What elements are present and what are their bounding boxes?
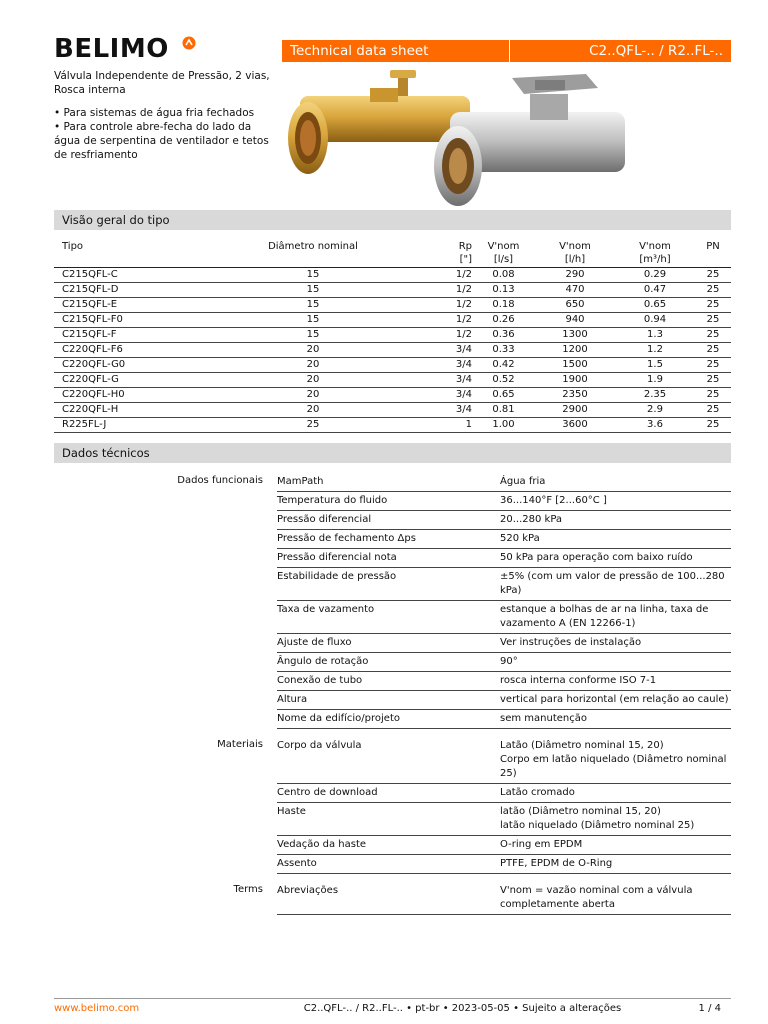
tech-row-value: estanque a bolhas de ar na linha, taxa de vazamento A (EN 12266-1)	[500, 604, 709, 629]
footer-page-number: 1 / 4	[698, 1003, 721, 1014]
table-cell: 15	[204, 328, 422, 343]
tech-row-key: Centro de download	[277, 787, 378, 798]
table-row	[54, 313, 731, 328]
tech-row-value: 90°	[500, 656, 518, 667]
table-cell: 1/2	[422, 283, 472, 298]
table-cell: 3/4	[422, 343, 472, 358]
tech-row-key: Vedação da haste	[277, 839, 367, 850]
table-cell: 1300	[535, 328, 615, 343]
table-cell: C220QFL-G0	[54, 358, 204, 373]
tech-row-key: Assento	[277, 858, 317, 869]
table-cell: 290	[535, 268, 615, 283]
table-cell: 2900	[535, 403, 615, 418]
header-bar-title: Technical data sheet	[282, 40, 510, 62]
column-header-unit	[62, 253, 204, 266]
table-cell: C215QFL-C	[54, 268, 204, 283]
table-cell: 25	[695, 388, 731, 403]
section-technical-data: Dados técnicos	[54, 443, 731, 463]
table-row	[54, 328, 731, 343]
tech-row-key: Taxa de vazamento	[277, 604, 375, 615]
tech-row	[277, 634, 731, 653]
table-cell: 0.08	[472, 268, 535, 283]
table-cell: 25	[695, 328, 731, 343]
table-cell: R225FL-J	[54, 418, 204, 433]
product-subtitle: Válvula Independente de Pressão, 2 vias, Rosca interna	[54, 70, 270, 96]
tech-group-label: Materiais	[217, 739, 263, 750]
column-header-unit: [l/h]	[564, 254, 586, 265]
logo-mark-icon	[182, 36, 196, 50]
column-header-unit: [l/s]	[493, 254, 514, 265]
type-overview-table	[54, 240, 731, 433]
table-cell: 20	[204, 403, 422, 418]
tech-row	[277, 530, 731, 549]
tech-row	[277, 473, 731, 492]
table-cell: 20	[204, 343, 422, 358]
tech-row-value: 50 kPa para operação com baixo ruído	[500, 552, 693, 563]
tech-row	[277, 737, 731, 784]
column-header-label: PN	[706, 241, 720, 252]
column-header-label: Diâmetro nominal	[268, 241, 358, 252]
tech-row	[277, 549, 731, 568]
feature-bullets	[54, 106, 279, 162]
table-cell: 0.65	[615, 298, 695, 313]
tech-group	[54, 473, 731, 729]
tech-row-value: ±5% (com um valor de pressão de 100...280 kPa)	[500, 571, 725, 596]
table-cell: 1/2	[422, 313, 472, 328]
type-table-column-header	[54, 240, 204, 268]
tech-row-key: Abreviações	[277, 885, 339, 896]
tech-row	[277, 710, 731, 729]
table-row	[54, 283, 731, 298]
tech-row-key: MamPath	[277, 476, 324, 487]
tech-row-key: Pressão de fechamento Δps	[277, 533, 416, 544]
tech-row-value: sem manutenção	[500, 713, 587, 724]
tech-row-value: Ver instruções de instalação	[500, 637, 642, 648]
table-cell: 3/4	[422, 388, 472, 403]
table-cell: 2350	[535, 388, 615, 403]
table-cell: 3600	[535, 418, 615, 433]
tech-row-key: Haste	[277, 806, 306, 817]
tech-row	[277, 882, 731, 915]
table-cell: 1500	[535, 358, 615, 373]
tech-row-value: O-ring em EPDM	[500, 839, 583, 850]
type-table-column-header	[422, 240, 472, 268]
type-table-column-header	[695, 240, 731, 268]
table-cell: 470	[535, 283, 615, 298]
table-cell: 25	[695, 358, 731, 373]
column-header-label: V'nom	[639, 241, 671, 252]
table-cell: C215QFL-D	[54, 283, 204, 298]
table-cell: 1	[422, 418, 472, 433]
footer-document-info: C2..QFL-.. / R2..FL-.. • pt-br • 2023-05-05 • Sujeito a alterações	[303, 1003, 622, 1014]
tech-row-value: 36...140°F [2...60°C ]	[500, 495, 607, 506]
tech-row-value: latão (Diâmetro nominal 15, 20) latão niquelado (Diâmetro nominal 25)	[500, 806, 695, 831]
table-cell: 0.65	[472, 388, 535, 403]
table-cell: 3/4	[422, 403, 472, 418]
table-cell: 25	[695, 343, 731, 358]
table-row	[54, 418, 731, 433]
table-cell: 15	[204, 298, 422, 313]
footer	[54, 1003, 731, 1014]
table-cell: 25	[695, 418, 731, 433]
tech-row-key: Pressão diferencial nota	[277, 552, 397, 563]
tech-row-value: Latão cromado	[500, 787, 575, 798]
technical-data-list	[54, 473, 731, 915]
tech-row	[277, 836, 731, 855]
tech-row	[277, 511, 731, 530]
table-cell: C220QFL-H0	[54, 388, 204, 403]
tech-row-key: Temperatura do fluido	[277, 495, 388, 506]
tech-row-value: V'nom = vazão nominal com a válvula completamente aberta	[500, 885, 693, 910]
type-table-column-header	[472, 240, 535, 268]
table-cell: 20	[204, 373, 422, 388]
column-header-unit	[204, 253, 422, 266]
tech-row	[277, 691, 731, 710]
table-cell: 0.26	[472, 313, 535, 328]
table-cell: 2.9	[615, 403, 695, 418]
table-row	[54, 388, 731, 403]
header-bar-product: C2..QFL-.. / R2..FL-..	[589, 43, 723, 59]
tech-row-key: Ajuste de fluxo	[277, 637, 352, 648]
tech-row-value: Água fria	[500, 476, 546, 487]
table-cell: 0.52	[472, 373, 535, 388]
type-table-column-header	[204, 240, 422, 268]
table-cell: 25	[695, 313, 731, 328]
table-cell: 0.33	[472, 343, 535, 358]
logo-text: BELIMO	[54, 34, 169, 64]
table-cell: C220QFL-F6	[54, 343, 204, 358]
table-cell: 0.36	[472, 328, 535, 343]
tech-row	[277, 492, 731, 511]
column-header-label: Tipo	[62, 241, 84, 252]
tech-row	[277, 855, 731, 874]
type-table-column-header	[615, 240, 695, 268]
table-cell: 15	[204, 283, 422, 298]
table-cell: 25	[204, 418, 422, 433]
tech-row-key: Estabilidade de pressão	[277, 571, 397, 582]
table-cell: 25	[695, 403, 731, 418]
table-cell: 1/2	[422, 328, 472, 343]
tech-group	[54, 882, 731, 915]
tech-row	[277, 601, 731, 634]
tech-row	[277, 803, 731, 836]
table-cell: C215QFL-E	[54, 298, 204, 313]
table-cell: 20	[204, 388, 422, 403]
table-cell: 0.13	[472, 283, 535, 298]
tech-row-value: rosca interna conforme ISO 7-1	[500, 675, 657, 686]
table-cell: C220QFL-G	[54, 373, 204, 388]
column-header-unit: ["]	[459, 254, 472, 265]
table-cell: 25	[695, 298, 731, 313]
nickel-valve-image	[434, 74, 625, 206]
tech-group-label: Terms	[233, 884, 263, 895]
table-cell: 3/4	[422, 358, 472, 373]
tech-row-value: PTFE, EPDM de O-Ring	[500, 858, 613, 869]
belimo-logo	[54, 34, 169, 64]
table-cell: 15	[204, 268, 422, 283]
table-cell: 0.18	[472, 298, 535, 313]
tech-row-key: Ângulo de rotação	[277, 656, 369, 667]
type-table-column-header	[535, 240, 615, 268]
table-cell: 25	[695, 373, 731, 388]
table-cell: 15	[204, 313, 422, 328]
tech-row-value: vertical para horizontal (em relação ao caule)	[500, 694, 729, 705]
tech-row-key: Nome da edifício/projeto	[277, 713, 400, 724]
table-cell: 1.3	[615, 328, 695, 343]
column-header-label: Rp	[458, 241, 472, 252]
table-cell: 3.6	[615, 418, 695, 433]
footer-divider	[54, 998, 731, 999]
tech-row-key: Altura	[277, 694, 308, 705]
table-cell: 1.00	[472, 418, 535, 433]
column-header-unit	[695, 253, 731, 266]
table-cell: 1900	[535, 373, 615, 388]
tech-row	[277, 653, 731, 672]
tech-row	[277, 784, 731, 803]
tech-group	[54, 737, 731, 874]
section-type-overview: Visão geral do tipo	[54, 210, 731, 230]
tech-row-value: 520 kPa	[500, 533, 540, 544]
table-cell: 940	[535, 313, 615, 328]
table-cell: 2.35	[615, 388, 695, 403]
table-cell: 0.81	[472, 403, 535, 418]
column-header-label: V'nom	[559, 241, 591, 252]
table-row	[54, 298, 731, 313]
table-cell: 0.42	[472, 358, 535, 373]
table-cell: 1.9	[615, 373, 695, 388]
table-row	[54, 268, 731, 283]
tech-row	[277, 672, 731, 691]
column-header-label: V'nom	[487, 241, 520, 252]
table-cell: C215QFL-F	[54, 328, 204, 343]
table-cell: 650	[535, 298, 615, 313]
table-cell: 20	[204, 358, 422, 373]
bullet-item: • Para sistemas de água fria fechados	[54, 107, 255, 119]
table-cell: 0.94	[615, 313, 695, 328]
type-table-header	[54, 240, 731, 268]
table-row	[54, 373, 731, 388]
type-table-body	[54, 268, 731, 433]
table-cell: C220QFL-H	[54, 403, 204, 418]
tech-row-value: Latão (Diâmetro nominal 15, 20) Corpo em latão niquelado (Diâmetro nominal 25)	[500, 740, 727, 779]
table-cell: 25	[695, 283, 731, 298]
footer-website-link[interactable]: www.belimo.com	[54, 1003, 140, 1014]
table-cell: 25	[695, 268, 731, 283]
table-cell: 1/2	[422, 268, 472, 283]
tech-row-key: Pressão diferencial	[277, 514, 372, 525]
table-cell: C215QFL-F0	[54, 313, 204, 328]
table-cell: 3/4	[422, 373, 472, 388]
table-cell: 0.29	[615, 268, 695, 283]
table-cell: 1.5	[615, 358, 695, 373]
table-row	[54, 403, 731, 418]
table-cell: 0.47	[615, 283, 695, 298]
table-row	[54, 358, 731, 373]
header-bar	[282, 40, 731, 62]
product-images	[280, 66, 640, 216]
table-cell: 1/2	[422, 298, 472, 313]
tech-group-label: Dados funcionais	[177, 475, 263, 486]
tech-row-key: Conexão de tubo	[277, 675, 363, 686]
tech-row	[277, 568, 731, 601]
table-cell: 1200	[535, 343, 615, 358]
table-cell: 1.2	[615, 343, 695, 358]
column-header-unit: [m³/h]	[639, 254, 671, 265]
table-row	[54, 343, 731, 358]
tech-row-key: Corpo da válvula	[277, 740, 362, 751]
tech-row-value: 20...280 kPa	[500, 514, 563, 525]
bullet-item: • Para controle abre-fecha do lado da água de serpentina de ventilador e tetos de resfriamento	[54, 121, 269, 161]
